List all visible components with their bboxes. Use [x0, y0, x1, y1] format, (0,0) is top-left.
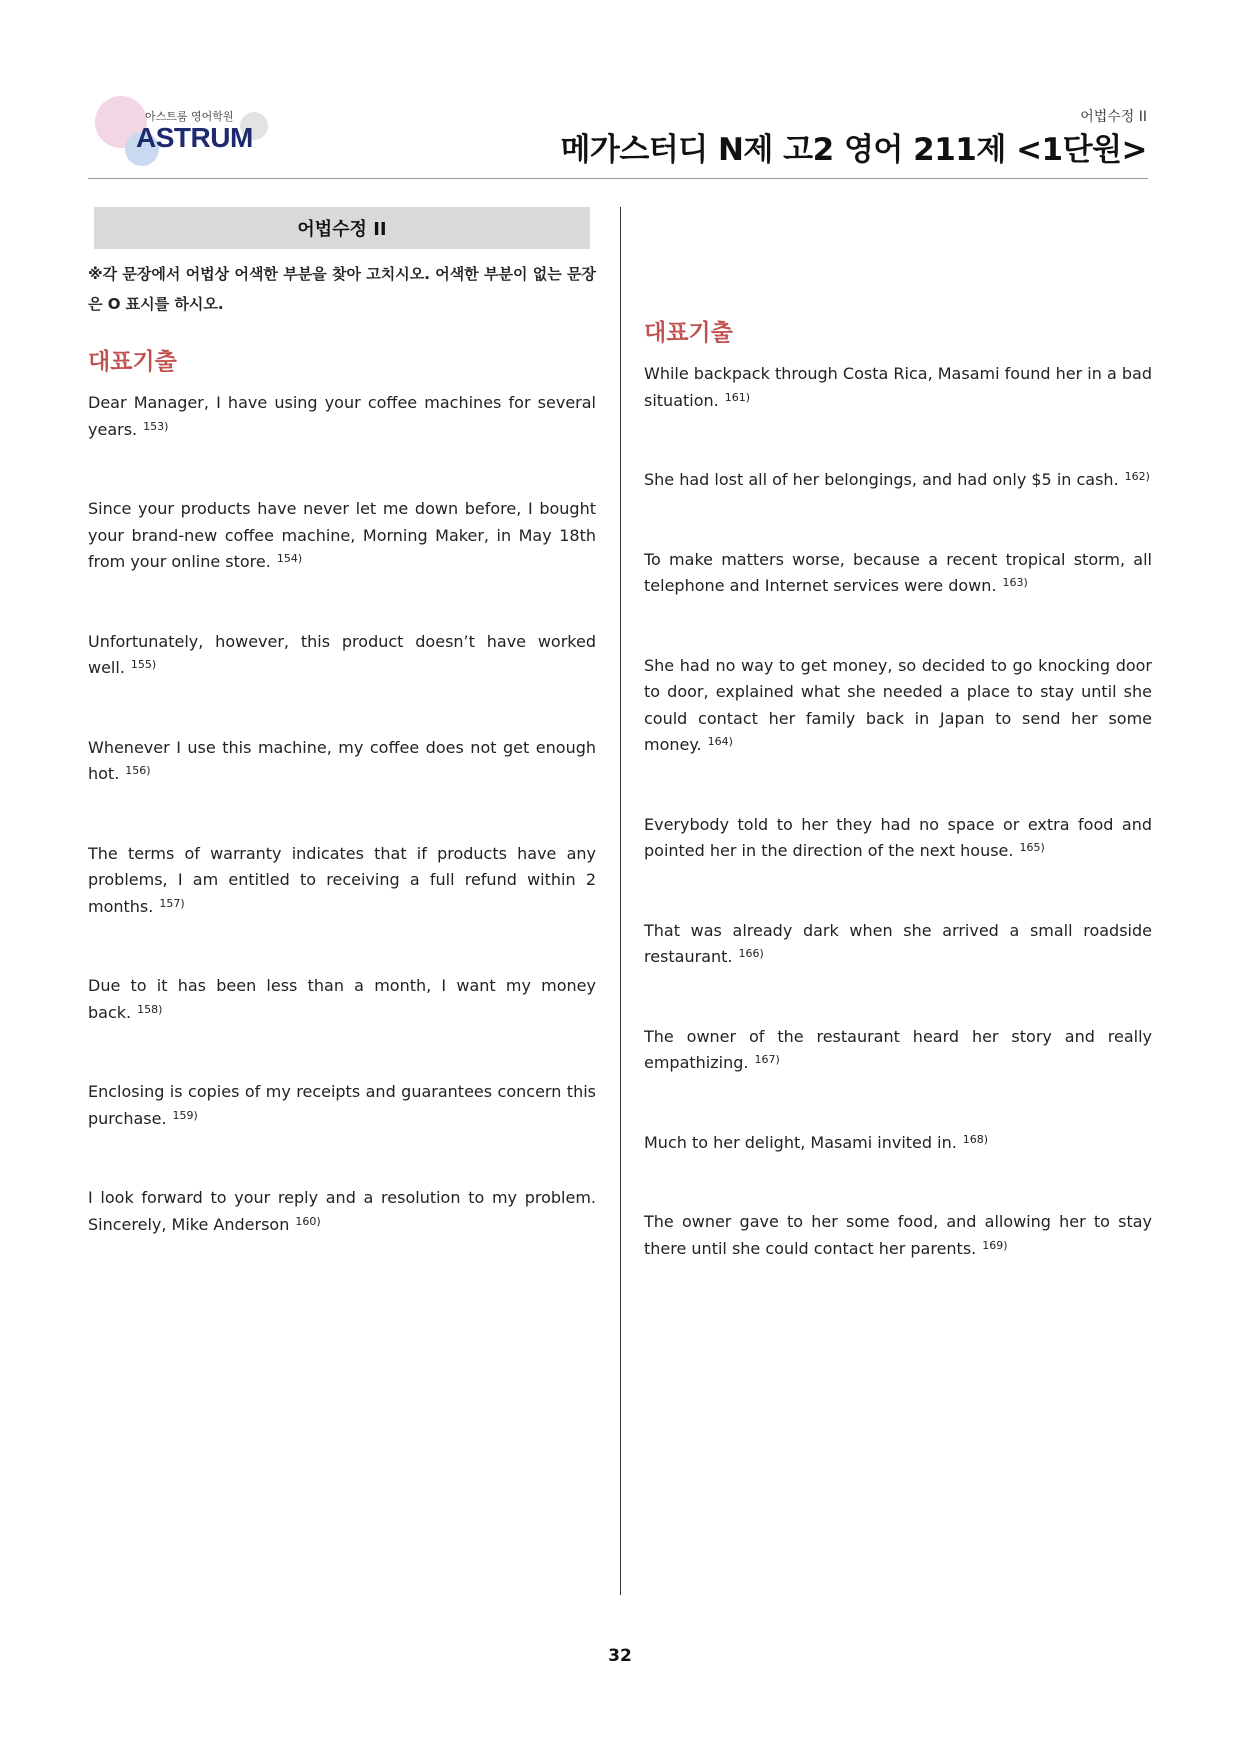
question-number: 160)	[295, 1214, 321, 1228]
question-item	[644, 812, 1152, 865]
question-item	[88, 841, 596, 921]
question-number: 165)	[1019, 841, 1045, 854]
question-text: The terms of warranty indicates that if products have any problems, I am entitled to receiving a full refund within 2 months.	[88, 843, 596, 916]
question-text: Dear Manager, I have using your coffee machines for several years.	[88, 393, 596, 439]
question-text: She had no way to get money, so decided to go knocking door to door, explained what she needed a place to stay until she could contact her family back in Japan to send her some money.	[644, 655, 1152, 754]
page-number: 32	[608, 1646, 632, 1666]
question-item	[644, 1130, 1152, 1157]
question-text: Enclosing is copies of my receipts and guarantees concern this purchase.	[88, 1082, 596, 1128]
section-title: 어법수정 II	[297, 219, 387, 240]
header-divider	[88, 178, 1148, 179]
question-number: 162)	[1124, 470, 1150, 483]
academy-logo	[92, 96, 282, 172]
question-number: 169)	[982, 1238, 1008, 1252]
question-text: Whenever I use this machine, my coffee does not get enough hot.	[88, 737, 596, 783]
question-text: The owner gave to her some food, and allowing her to stay there until she could contact her parents.	[644, 1212, 1152, 1258]
question-item	[88, 629, 596, 682]
question-number: 157)	[159, 896, 185, 910]
right-column	[644, 207, 1152, 1315]
instruction-text: ※각 문장에서 어법상 어색한 부분을 찾아 고치시오. 어색한 부분이 없는 문장은 O 표시를 하시오.	[88, 265, 596, 313]
question-item	[88, 496, 596, 576]
question-list	[88, 390, 596, 1238]
question-text: The owner of the restaurant heard her story and really empathizing.	[644, 1026, 1152, 1072]
question-number: 153)	[143, 419, 169, 433]
question-text: While backpack through Costa Rica, Masami found her in a bad situation.	[644, 364, 1152, 410]
question-item	[644, 547, 1152, 600]
question-text: That was already dark when she arrived a small roadside restaurant.	[644, 920, 1152, 966]
question-number: 163)	[1002, 576, 1028, 589]
question-item	[88, 735, 596, 788]
question-number: 167)	[754, 1053, 780, 1066]
category-heading: 대표기출	[88, 349, 177, 375]
question-item	[644, 918, 1152, 971]
question-number: 168)	[962, 1132, 989, 1146]
logo-brand: ASTRUM	[136, 122, 253, 153]
question-text: I look forward to your reply and a resolution to my problem. Sincerely, Mike Anderson	[88, 1188, 596, 1234]
question-item	[88, 1185, 596, 1238]
question-number: 161)	[724, 390, 751, 404]
question-item	[88, 1079, 596, 1132]
question-item	[644, 1209, 1152, 1262]
question-item	[644, 1024, 1152, 1077]
question-item	[644, 653, 1152, 759]
question-number: 159)	[172, 1108, 198, 1122]
question-number: 166)	[738, 947, 764, 960]
question-number: 154)	[276, 552, 303, 565]
section-title-box	[94, 207, 590, 249]
left-column	[88, 207, 596, 1291]
question-text: Due to it has been less than a month, I want my money back.	[88, 976, 596, 1022]
question-number: 155)	[130, 658, 157, 671]
page-title: 메가스터디 N제 고2 영어 211제 <1단원>	[560, 132, 1147, 168]
question-text: Since your products have never let me down before, I bought your brand-new coffee machine, Morning Maker, in May 18th from your online store.	[88, 499, 596, 571]
question-list	[644, 361, 1152, 1262]
header-section-label: 어법수정 II	[1080, 109, 1147, 125]
question-item	[644, 361, 1152, 414]
question-text: To make matters worse, because a recent tropical storm, all telephone and Internet services were down.	[644, 549, 1152, 595]
column-divider	[620, 207, 621, 1595]
question-text: Much to her delight, Masami invited in.	[644, 1132, 957, 1152]
question-text: Everybody told to her they had no space or extra food and pointed her in the direction of the next house.	[644, 814, 1152, 860]
question-number: 164)	[707, 735, 733, 748]
question-item	[644, 467, 1152, 494]
question-number: 156)	[125, 764, 151, 777]
question-item	[88, 390, 596, 443]
question-text: Unfortunately, however, this product doesn’t have worked well.	[88, 631, 596, 677]
question-number: 158)	[137, 1002, 163, 1016]
logo-subtitle: 아스트룸 영어학원	[145, 110, 234, 123]
question-text: She had lost all of her belongings, and had only $5 in cash.	[644, 470, 1119, 489]
category-heading: 대표기출	[644, 320, 733, 346]
question-item	[88, 973, 596, 1026]
